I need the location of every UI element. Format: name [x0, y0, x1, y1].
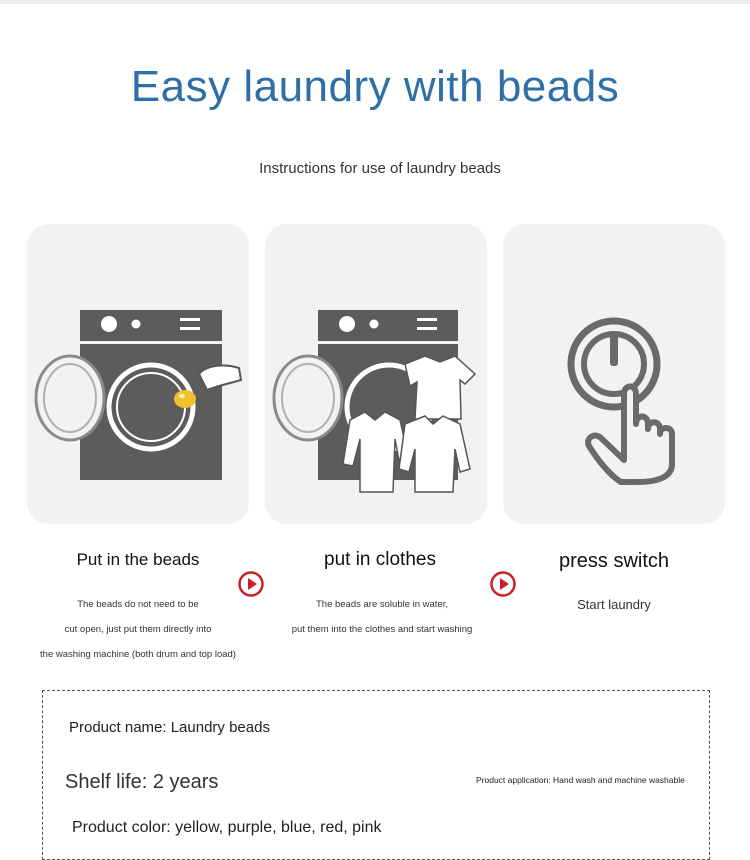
- washing-machine-clothes-icon: [265, 224, 487, 524]
- power-button-hand-icon: [503, 224, 725, 524]
- step-title-put-beads: Put in the beads: [76, 550, 200, 569]
- product-application: Product application: Hand wash and machine washable: [476, 775, 685, 785]
- description-line: The beads are soluble in water,: [315, 599, 449, 610]
- description-line: cut open, just put them directly into: [64, 624, 212, 635]
- step-card-press-switch: [503, 224, 725, 524]
- step-description-put-clothes: [269, 592, 495, 642]
- washing-machine-bead-icon: [27, 224, 249, 524]
- page-subtitle: Instructions for use of laundry beads: [259, 160, 501, 177]
- description-line: The beads do not need to be: [77, 599, 199, 610]
- page-title: Easy laundry with beads: [130, 62, 620, 111]
- step-description-press-switch: [503, 592, 725, 617]
- product-info-box: [42, 690, 710, 860]
- top-divider: [0, 0, 750, 4]
- product-color: Product color: yellow, purple, blue, red, pink: [72, 819, 382, 836]
- description-line: Start laundry: [577, 597, 651, 612]
- step-title-press-switch: press switch: [558, 550, 670, 572]
- step-title-put-clothes: put in clothes: [324, 549, 436, 570]
- description-line: put them into the clothes and start washing: [291, 624, 473, 635]
- product-name: Product name: Laundry beads: [69, 719, 270, 736]
- step-description-put-beads: [27, 592, 249, 667]
- step-card-put-beads: [27, 224, 249, 524]
- step-card-put-clothes: [265, 224, 487, 524]
- product-shelf-life: Shelf life: 2 years: [65, 771, 219, 793]
- description-line: the washing machine (both drum and top load): [40, 649, 236, 660]
